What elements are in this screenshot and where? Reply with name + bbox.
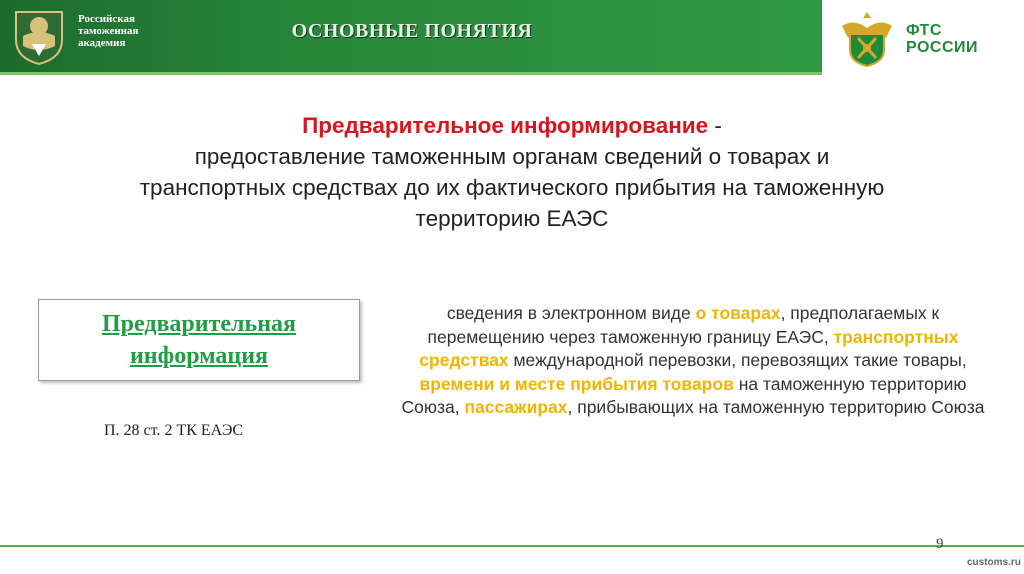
footer-divider [0, 545, 1024, 547]
site-link[interactable]: customs.ru [967, 557, 1021, 568]
info-highlight: о товарах [695, 303, 781, 323]
fts-eagle-emblem-icon [836, 8, 898, 70]
academy-name-line: Российская [78, 13, 135, 25]
header-divider [0, 72, 822, 75]
defined-term: Предварительное информирование [302, 113, 709, 138]
info-text: международной перевозки, перевозящих такие товары, [508, 350, 967, 370]
academy-emblem-icon [10, 6, 68, 66]
definition-paragraph [120, 110, 904, 234]
page-title: ОСНОВНЫЕ ПОНЯТИЯ [291, 20, 533, 42]
info-paragraph [396, 302, 990, 420]
info-text: , прибывающих на таможенную территорию Союза [567, 397, 985, 417]
header-bar [0, 0, 822, 72]
academy-name-line: таможенная [78, 25, 139, 37]
info-highlight: времени и месте прибытия товаров [419, 373, 734, 394]
term-box-line: информация [129, 343, 269, 369]
fts-name-line: РОССИИ [906, 39, 979, 56]
info-highlight: транспортных средствах [419, 326, 959, 370]
info-text: сведения в электронном виде [446, 303, 696, 323]
info-highlight: пассажирах [464, 397, 568, 417]
academy-name-line: академия [78, 37, 126, 49]
academy-name [78, 13, 188, 49]
info-text: , предполагаемых к перемещению через таможенную границу ЕАЭС, [427, 303, 940, 347]
definition-text: предоставление таможенным органам сведений о товарах и транспортных средствах до их фактического прибытия на таможенную территорию ЕАЭС [139, 144, 885, 231]
term-box-label [39, 308, 359, 372]
fts-name-line: ФТС [906, 22, 942, 39]
page-number: 9 [936, 536, 944, 552]
fts-name [906, 22, 978, 56]
definition-dash: - [708, 113, 722, 138]
legal-reference: П. 28 ст. 2 ТК ЕАЭС [104, 422, 244, 439]
term-box-line: Предварительная [101, 311, 297, 337]
term-box [38, 299, 360, 381]
info-text: на таможенную территорию Союза, [401, 373, 967, 417]
